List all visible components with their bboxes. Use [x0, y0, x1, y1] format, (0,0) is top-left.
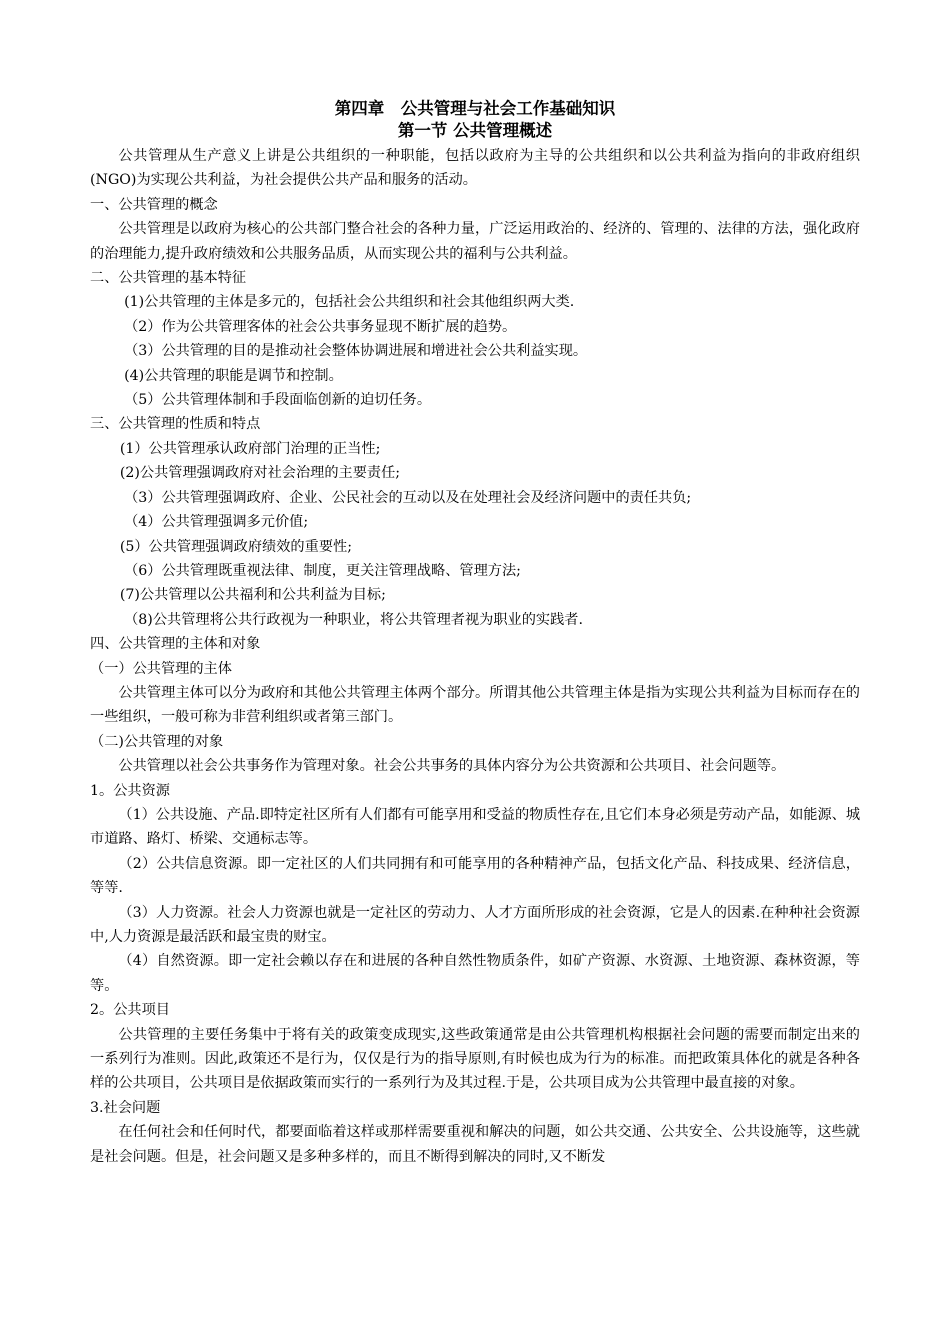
feature-item: （3）公共管理的目的是推动社会整体协调进展和增进社会公共利益实现。: [124, 343, 588, 360]
trait-item: （8)公共管理将公共行政视为一种职业，将公共管理者视为职业的实践者.: [124, 611, 583, 628]
feature-item: (4)公共管理的职能是调节和控制。: [124, 367, 343, 384]
trait-item: （4）公共管理强调多元价值;: [124, 514, 309, 531]
resource-item: （2）公共信息资源。即一定社区的人们共同拥有和可能享用的各种精神产品，包括文化产品、科技成果、经济信息，等等.: [90, 855, 860, 897]
heading-features: 二、公共管理的基本特征: [90, 270, 247, 287]
trait-item: (1）公共管理承认政府部门治理的正当性;: [119, 440, 381, 457]
trait-item: （6）公共管理既重视法律、制度，更关注管理战略、管理方法;: [124, 562, 521, 579]
social-problems-paragraph: 在任何社会和任何时代，都要面临着这样或那样需要重视和解决的问题，如公共交通、公共安全、公共设施等，这些就是社会问题。但是，社会问题又是多种多样的，而且不断得到解决的同时,又不断发: [90, 1124, 860, 1165]
trait-item: (2)公共管理强调政府对社会治理的主要责任;: [119, 465, 401, 482]
trait-item: (7)公共管理以公共福利和公共利益为目标;: [119, 587, 386, 604]
feature-item: （5）公共管理体制和手段面临创新的迫切任务。: [124, 392, 432, 409]
resource-item: （3）人力资源。社会人力资源也就是一定社区的劳动力、人才方面所形成的社会资源，它是人的因素.在种种社会资源中,人力资源是最活跃和最宝贵的财宝。: [90, 904, 860, 945]
subheading-object: （二)公共管理的对象: [90, 733, 224, 750]
heading-public-projects: 2。公共项目: [90, 1002, 170, 1019]
subheading-subject: （一）公共管理的主体: [90, 660, 232, 677]
section-title: 第一节 公共管理概述: [397, 121, 553, 140]
trait-item: (5）公共管理强调政府绩效的重要性;: [119, 538, 352, 555]
resource-item: （4）自然资源。即一定社会赖以存在和进展的各种自然性物质条件，如矿产资源、水资源、土地资源、森林资源，等等。: [90, 953, 860, 994]
projects-paragraph: 公共管理的主要任务集中于将有关的政策变成现实,这些政策通常是由公共管理机构根据社会问题的需要而制定出来的一系列行为准则。因此,政策还不是行为，仅仅是行为的指导原则,有时候也成为行为的标准。而把政策具体化的就是各种各样的公共项目，公共项目是依据政策而实行的一系列行为及其过程.于是，公共项目成为公共管理中最直接的对象。: [90, 1026, 860, 1092]
feature-item: (1)公共管理的主体是多元的，包括社会公共组织和社会其他组织两大类.: [124, 294, 575, 311]
heading-concept: 一、公共管理的概念: [90, 196, 218, 213]
feature-item: （2）作为公共管理客体的社会公共事务显现不断扩展的趋势。: [124, 318, 517, 335]
trait-item: （3）公共管理强调政府、企业、公民社会的互动以及在处理社会及经济问题中的责任共负;: [124, 489, 692, 506]
heading-social-problems: 3.社会问题: [90, 1099, 161, 1116]
concept-paragraph: 公共管理是以政府为核心的公共部门整合社会的各种力量，广泛运用政治的、经济的、管理的、法律的方法，强化政府的治理能力,提升政府绩效和公共服务品质，从而实现公共的福利与公共利益。: [90, 221, 860, 262]
object-paragraph: 公共管理以社会公共事务作为管理对象。社会公共事务的具体内容分为公共资源和公共项目、社会问题等。: [118, 758, 786, 775]
document-page: [90, 98, 860, 1169]
intro-paragraph: 公共管理从生产意义上讲是公共组织的一种职能，包括以政府为主导的公共组织和以公共利益为指向的非政府组织(NGO)为实现公共利益，为社会提供公共产品和服务的活动。: [90, 148, 860, 189]
heading-traits: 三、公共管理的性质和特点: [90, 416, 261, 433]
heading-public-resources: 1。公共资源: [90, 782, 170, 799]
heading-subject-object: 四、公共管理的主体和对象: [90, 636, 261, 653]
chapter-title: 第四章 公共管理与社会工作基础知识: [334, 99, 616, 118]
subject-paragraph: 公共管理主体可以分为政府和其他公共管理主体两个部分。所谓其他公共管理主体是指为实现公共利益为目标而存在的一些组织，一般可称为非营利组织或者第三部门。: [90, 684, 860, 726]
resource-item: （1）公共设施、产品.即特定社区所有人们都有可能享用和受益的物质性存在,且它们本身必须是劳动产品，如能源、城市道路、路灯、桥梁、交通标志等。: [90, 806, 861, 848]
